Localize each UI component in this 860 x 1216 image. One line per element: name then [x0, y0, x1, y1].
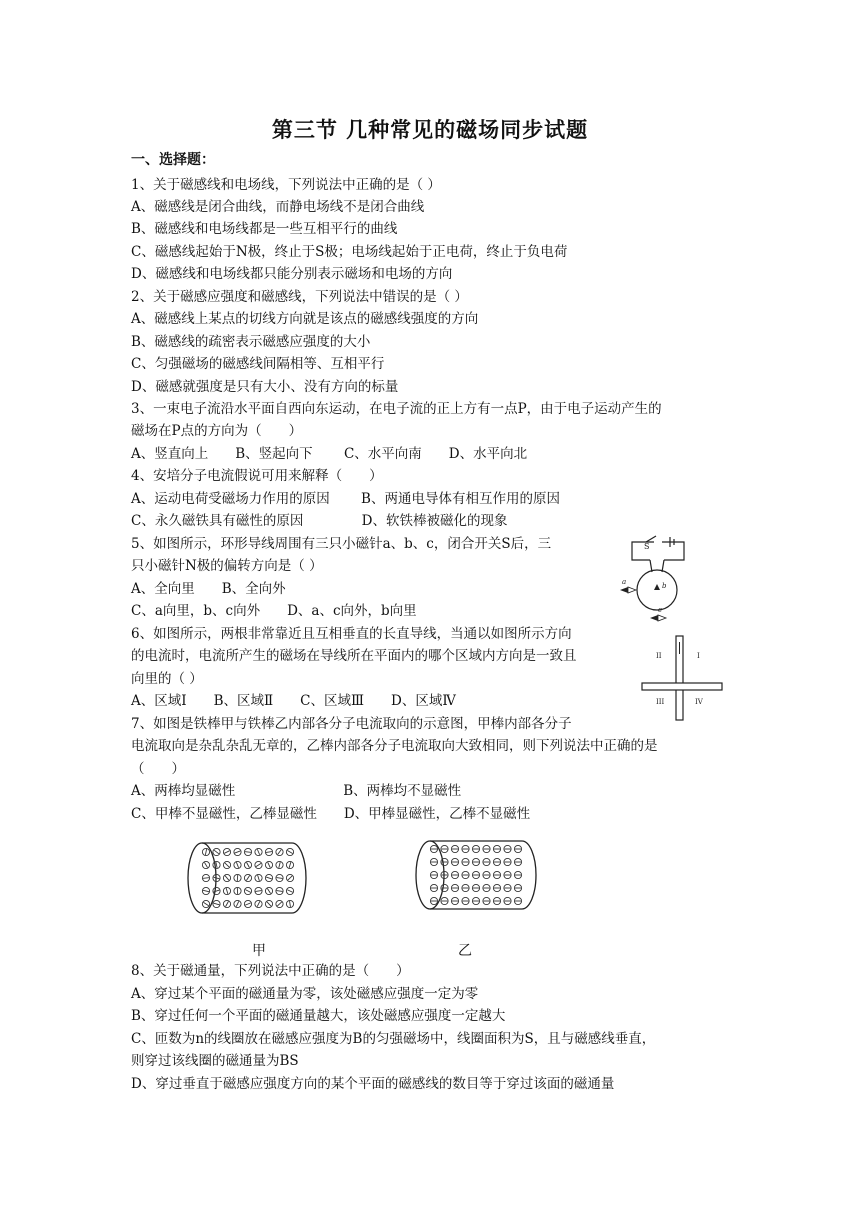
- q6-region-2-label: II: [656, 652, 662, 660]
- molecular-current-direction: [245, 890, 250, 893]
- molecular-current-direction: [290, 901, 291, 907]
- molecular-current-direction: [289, 862, 291, 868]
- page-title: 第三节 几种常见的磁场同步试题: [271, 118, 589, 142]
- molecular-current-direction: [257, 849, 259, 855]
- molecular-current-direction: [256, 891, 262, 892]
- q5-options-ab: A、全向里 B、全向外: [131, 581, 286, 597]
- molecular-current-direction: [214, 850, 219, 854]
- molecular-current-direction: [216, 862, 217, 868]
- molecular-current-direction: [245, 852, 251, 853]
- q1-option-a: A、磁感线是闭合曲线，而静电场线不是闭合曲线: [131, 199, 425, 215]
- molecular-current-direction: [277, 891, 283, 892]
- q8-option-d: D、穿过垂直于磁感应强度方向的某个平面的磁感线的数目等于穿过该面的磁通量: [131, 1076, 615, 1092]
- q1-option-b: B、磁感线和电场线都是一些互相平行的曲线: [131, 221, 398, 237]
- q1-stem: 1、关于磁感线和电场线，下列说法中正确的是（ ）: [131, 177, 441, 193]
- q5-needle-c-label: c: [658, 606, 662, 614]
- q5-needle-a-label: a: [622, 578, 627, 586]
- molecular-current-direction: [203, 878, 209, 879]
- molecular-current-direction: [288, 876, 292, 880]
- q5-needle-b-label: b: [662, 582, 667, 590]
- molecular-current-direction: [279, 862, 280, 868]
- q6-crossed-wires-figure: [640, 634, 730, 724]
- molecular-current-direction: [214, 903, 220, 905]
- q2-option-a: A、磁感线上某点的切线方向就是该点的磁感线强度的方向: [131, 311, 479, 327]
- molecular-current-direction: [224, 851, 229, 854]
- q5-options-cd: C、a向里，b、c向外 D、a、c向外，b向里: [131, 603, 417, 619]
- molecular-current-direction: [203, 890, 209, 891]
- q8-option-c-line2: 则穿过该线圈的磁通量为BS: [131, 1053, 299, 1069]
- molecular-current-direction: [258, 875, 260, 881]
- q7-stem-line1: 7、如图是铁棒甲与铁棒乙内部各分子电流取向的示意图，甲棒内部各分子: [131, 716, 572, 732]
- molecular-current-direction: [278, 850, 282, 855]
- q6-stem-line1: 6、如图所示，两根非常靠近且互相垂直的长直导线，当通以如图所示方向: [131, 626, 572, 642]
- q8-option-c-line1: C、匝数为n的线圈放在磁感应强度为B的匀强磁场中，线圈面积为S，且与磁感线垂直，: [131, 1031, 656, 1047]
- molecular-current-direction: [205, 849, 206, 855]
- q7-stem-line3: （ ）: [131, 761, 185, 777]
- q6-region-1-label: I: [697, 652, 700, 660]
- q7-options-cd: C、甲棒不显磁性，乙棒显磁性 D、甲棒显磁性，乙棒不显磁性: [131, 806, 531, 822]
- molecular-current-direction: [287, 851, 292, 854]
- q5-ring-circuit-figure: [618, 528, 698, 628]
- q6-region-3-label: III: [656, 698, 665, 706]
- q8-option-b: B、穿过任何一个平面的磁通量越大，该处磁感应强度一定越大: [131, 1008, 506, 1024]
- molecular-current-direction: [225, 863, 229, 867]
- q3-stem-line1: 3、一束电子流沿水平面自西向东运动，在电子流的正上方有一点P，由于电子运动产生的: [131, 401, 662, 417]
- q6-stem-line2: 的电流时，电流所产生的磁场在导线所在平面内的哪个区域内方向是一致且: [131, 648, 577, 664]
- molecular-current-direction: [257, 901, 260, 906]
- q4-options-ab: A、运动电荷受磁场力作用的原因 B、两通电导体有相互作用的原因: [131, 491, 560, 507]
- q5-switch-label: S: [644, 542, 650, 551]
- molecular-current-direction: [268, 862, 271, 867]
- q2-option-d: D、磁感就强度是只有大小、没有方向的标量: [131, 379, 399, 395]
- figure-caption-yi: 乙: [458, 943, 472, 959]
- q7-rod-jia-figure: [184, 838, 314, 918]
- q2-option-c: C、匀强磁场的磁感线间隔相等、互相平行: [131, 356, 385, 372]
- q2-stem: 2、关于磁感应强度和磁感线，下列说法中错误的是（ ）: [131, 289, 468, 305]
- q6-options: A、区域Ⅰ B、区域Ⅱ C、区域Ⅲ D、区域Ⅳ: [131, 693, 456, 709]
- molecular-current-direction: [267, 888, 270, 893]
- molecular-current-direction: [266, 877, 272, 879]
- molecular-current-direction: [246, 875, 249, 880]
- molecular-current-direction: [247, 862, 250, 867]
- q3-options: A、竖直向上 B、竖起向下 C、水平向南 D、水平向北: [131, 446, 528, 462]
- figure-caption-jia: 甲: [252, 943, 266, 959]
- molecular-current-direction: [226, 888, 228, 894]
- q6-region-4-label: IV: [695, 698, 703, 706]
- molecular-current-direction: [204, 862, 207, 867]
- q7-stem-line2: 电流取向是杂乱杂乱无章的，乙棒内部各分子电流取向大致相同，则下列说法中正确的是: [131, 738, 658, 754]
- q1-option-d: D、磁感线和电场线都只能分别表示磁场和电场的方向: [131, 266, 453, 282]
- q8-option-a: A、穿过某个平面的磁通量为零，该处磁感应强度一定为零: [131, 986, 479, 1002]
- q1-option-c: C、磁感线起始于N极，终止于S极；电场线起始于正电荷，终止于负电荷: [131, 244, 568, 260]
- molecular-current-direction: [236, 862, 238, 868]
- q4-stem: 4、安培分子电流假说可用来解释（ ）: [131, 468, 383, 484]
- molecular-current-direction: [226, 901, 229, 906]
- molecular-current-direction: [267, 902, 271, 906]
- q2-option-b: B、磁感线的疏密表示磁感应强度的大小: [131, 334, 371, 350]
- molecular-current-direction: [287, 890, 292, 892]
- molecular-current-direction: [266, 852, 272, 853]
- q4-options-cd: C、永久磁铁具有磁性的原因 D、软铁棒被磁化的现象: [131, 513, 508, 529]
- q8-stem: 8、关于磁通量，下列说法中正确的是（ ）: [131, 963, 410, 979]
- q5-stem-line2: 只小磁针N极的偏转方向是（ ）: [131, 558, 323, 574]
- molecular-current-direction: [203, 902, 208, 905]
- q5-stem-line1: 5、如图所示，环形导线周围有三只小磁针a、b、c，闭合开关S后，三: [131, 536, 552, 552]
- section-heading: 一、选择题：: [131, 152, 215, 168]
- molecular-current-direction: [277, 902, 281, 906]
- molecular-current-direction: [256, 863, 261, 866]
- q3-stem-line2: 磁场在P点的方向为（ ）: [131, 423, 303, 439]
- q7-rod-yi-figure: [412, 836, 544, 916]
- molecular-current-direction: [277, 878, 283, 879]
- molecular-current-direction: [235, 851, 241, 853]
- molecular-current-direction: [245, 903, 251, 905]
- molecular-current-direction: [225, 876, 229, 881]
- q6-stem-line3: 向里的（ ）: [131, 671, 203, 687]
- molecular-current-direction: [236, 901, 239, 906]
- q7-options-ab: A、两棒均显磁性 B、两棒均不显磁性: [131, 783, 462, 799]
